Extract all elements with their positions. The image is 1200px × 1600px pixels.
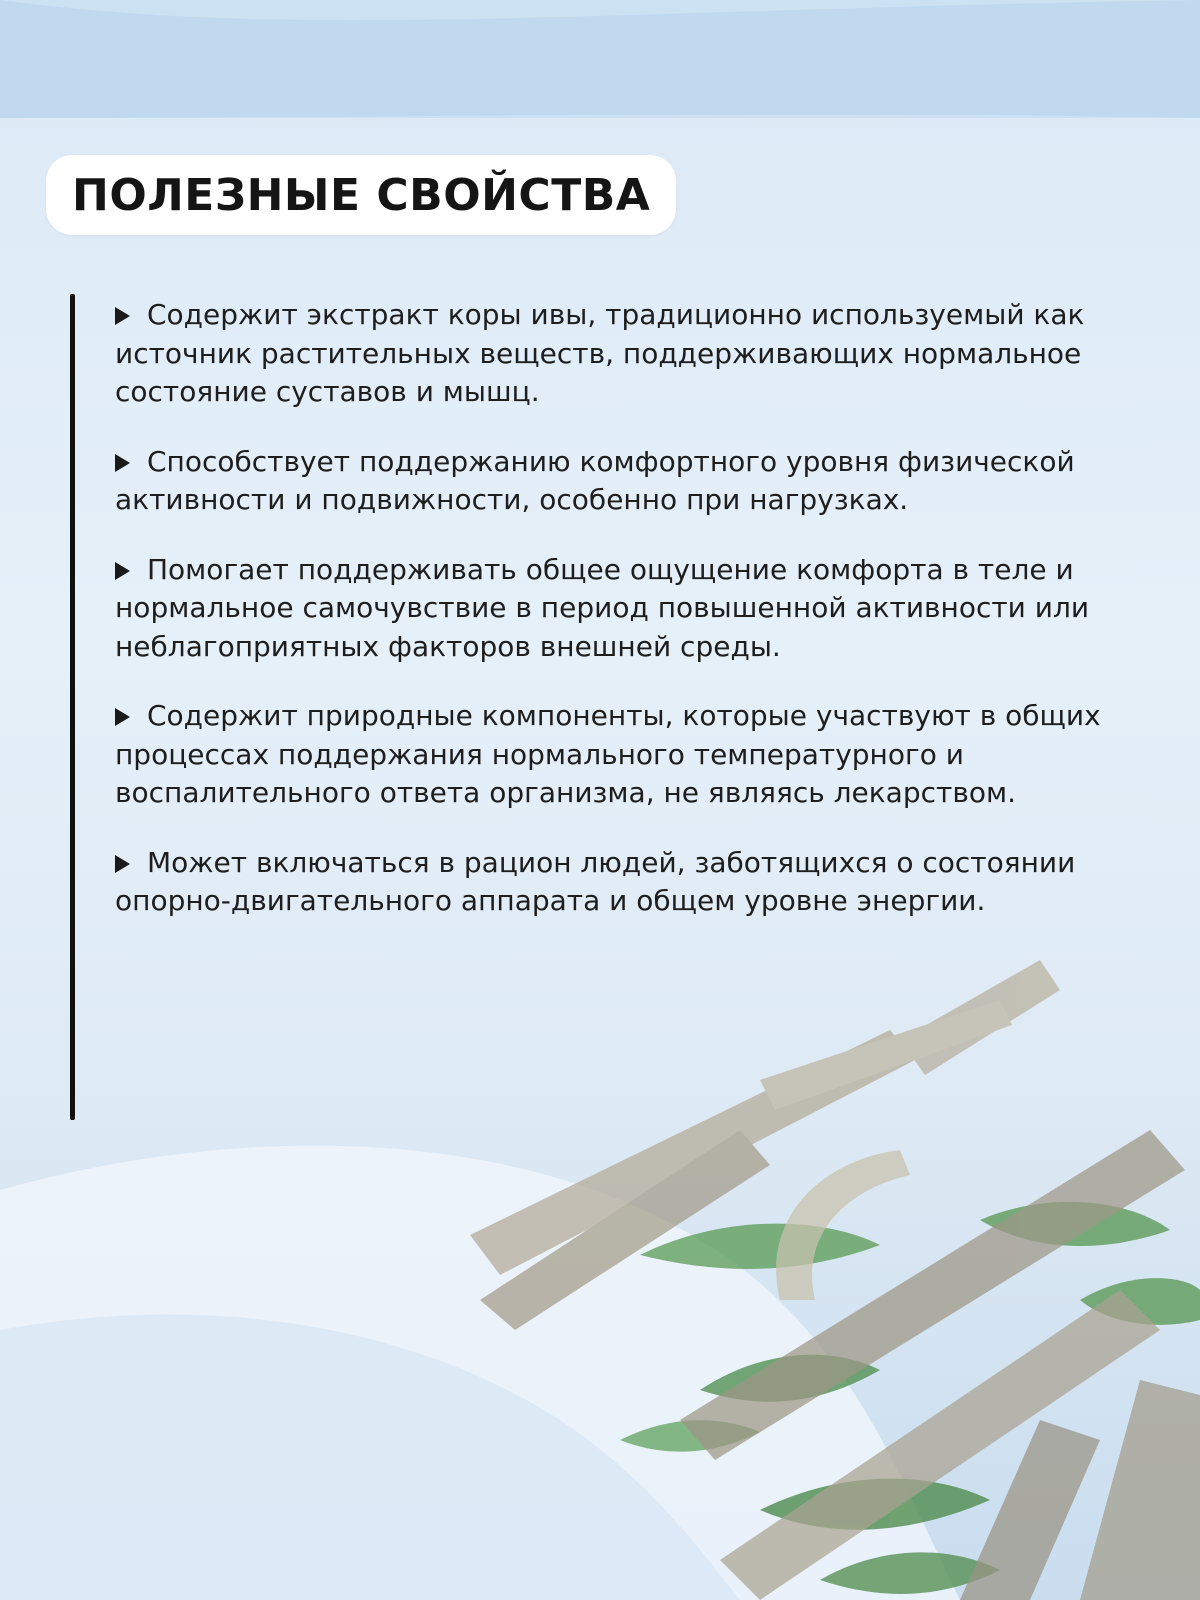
top-sky-wave (0, 0, 1200, 118)
page-title: ПОЛЕЗНЫЕ СВОЙСТВА (72, 169, 651, 221)
list-item-text: Способствует поддержанию комфортного уровня физической активности и подвижности, особенно при нагрузках. (115, 444, 1075, 516)
list-item-text: Содержит природные компоненты, которые участвуют в общих процессах поддержания нормального температурного и воспалительного ответа организма, не являясь лекарством. (115, 699, 1101, 809)
bark-stick-8 (760, 1000, 1012, 1110)
play-triangle-icon (115, 307, 130, 325)
title-pill (46, 155, 676, 235)
list-item (115, 551, 1115, 667)
bark-curl (776, 1150, 910, 1300)
list-item (115, 844, 1115, 921)
play-triangle-icon (115, 454, 130, 472)
list-item-text: Содержит экстракт коры ивы, традиционно используемый как источник растительных веществ, поддерживающих нормальное состояние суставов и мышц. (115, 298, 1085, 408)
play-triangle-icon (115, 562, 130, 580)
benefits-list (115, 296, 1115, 952)
bark-stick-7 (1080, 1380, 1200, 1600)
play-triangle-icon (115, 855, 130, 873)
list-item (115, 697, 1115, 813)
list-item-text: Помогает поддерживать общее ощущение комфорта в теле и нормальное самочувствие в период повышенной активности или неблагоприятных факторов внешней среды. (115, 552, 1090, 663)
list-item (115, 443, 1115, 520)
accent-vertical-bar (70, 294, 75, 1120)
play-triangle-icon (115, 708, 130, 726)
list-item (115, 296, 1115, 412)
list-item-text: Может включаться в рацион людей, заботящихся о состоянии опорно-двигательного аппарата и общем уровне энергии. (115, 845, 1076, 917)
